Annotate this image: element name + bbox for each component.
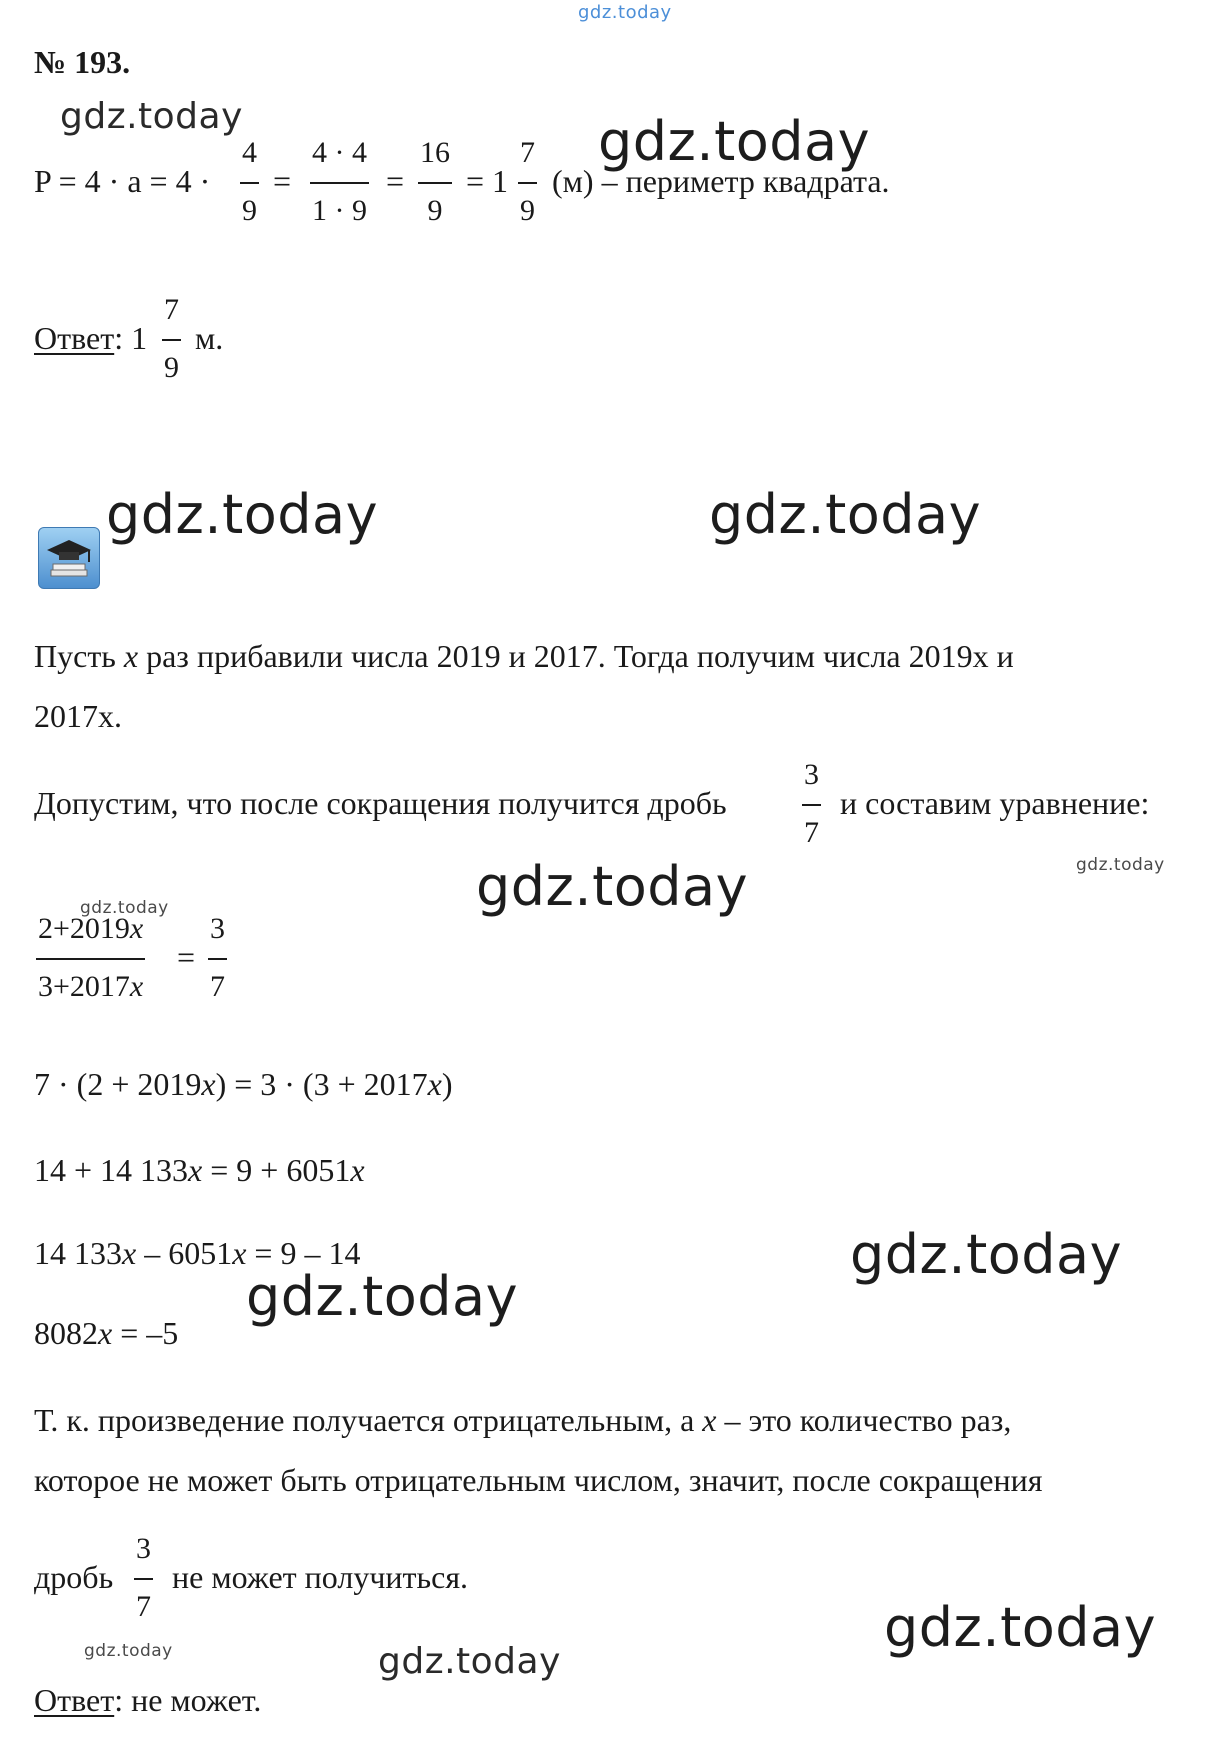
fraction-numerator: 7 bbox=[520, 136, 535, 169]
fraction bbox=[518, 136, 537, 228]
fraction-bar bbox=[310, 182, 369, 184]
watermark-small: gdz.today bbox=[80, 898, 169, 918]
fraction-denominator: 7 bbox=[210, 970, 225, 1003]
watermark-top: gdz.today bbox=[578, 2, 672, 23]
conclusion-line: которое не может быть отрицательным числом, значит, после сокращения bbox=[34, 1462, 1043, 1498]
fraction-denominator: 7 bbox=[136, 1590, 151, 1623]
equation-step: 14 + 14 133x = 9 + 6051x bbox=[34, 1152, 365, 1188]
fraction-numerator: 16 bbox=[420, 136, 450, 169]
conclusion-line: не может получиться. bbox=[172, 1559, 469, 1595]
fraction-bar bbox=[418, 182, 452, 184]
equation-step: 14 133x – 6051x = 9 – 14 bbox=[34, 1235, 361, 1271]
fraction-denominator: 3+2017x bbox=[38, 970, 144, 1003]
fraction bbox=[418, 136, 452, 228]
graduation-cap-icon bbox=[38, 527, 100, 589]
equals-mixed: = 1 bbox=[466, 163, 509, 199]
watermark: gdz.today bbox=[106, 483, 379, 546]
fraction-bar bbox=[802, 804, 821, 806]
equals-sign: = bbox=[386, 163, 405, 199]
fraction-bar bbox=[162, 339, 181, 341]
watermark-small: gdz.today bbox=[84, 1641, 173, 1661]
fraction-denominator: 9 bbox=[242, 194, 257, 227]
fraction-denominator: 9 bbox=[520, 194, 535, 227]
answer-unit: м. bbox=[195, 320, 224, 356]
fraction-numerator: 4 bbox=[242, 136, 257, 169]
paragraph-line: Допустим, что после сокращения получится дробь bbox=[34, 785, 727, 821]
formula-suffix: (м) – периметр квадрата. bbox=[552, 163, 890, 199]
equation-left-fraction bbox=[36, 912, 145, 1004]
fraction-bar bbox=[36, 958, 145, 960]
paragraph-line bbox=[34, 638, 1014, 674]
fraction bbox=[134, 1532, 153, 1624]
problem-number: № 193. bbox=[34, 44, 131, 80]
text: Пусть bbox=[34, 638, 124, 674]
fraction bbox=[802, 758, 821, 850]
fraction-numerator: 2+2019x bbox=[38, 912, 144, 945]
paragraph-line: 2017x. bbox=[34, 698, 122, 734]
fraction-bar bbox=[240, 182, 259, 184]
fraction-bar bbox=[208, 958, 227, 960]
fraction-denominator: 1 · 9 bbox=[312, 194, 367, 227]
fraction-numerator: 3 bbox=[210, 912, 225, 945]
fraction-numerator: 3 bbox=[136, 1532, 151, 1565]
fraction-denominator: 9 bbox=[164, 351, 179, 384]
watermark: gdz.today bbox=[709, 483, 982, 546]
answer-2 bbox=[34, 1682, 261, 1718]
watermark: gdz.today bbox=[598, 110, 871, 173]
formula-start: P = 4 · a = 4 · bbox=[34, 163, 211, 199]
watermark: gdz.today bbox=[246, 1265, 519, 1328]
watermark: gdz.today bbox=[884, 1596, 1157, 1659]
fraction bbox=[240, 136, 259, 228]
variable-x: x bbox=[123, 638, 139, 674]
fraction-bar bbox=[518, 182, 537, 184]
text: раз прибавили числа 2019 и 2017. Тогда получим числа 2019x и bbox=[138, 638, 1014, 674]
answer-label: Ответ bbox=[34, 320, 115, 356]
paragraph-line: и составим уравнение: bbox=[840, 785, 1150, 821]
answer-1 bbox=[34, 320, 147, 356]
answer-value: : не может. bbox=[114, 1682, 262, 1718]
fraction-denominator: 7 bbox=[804, 816, 819, 849]
watermark: gdz.today bbox=[476, 855, 749, 918]
watermark-small: gdz.today bbox=[1076, 855, 1165, 875]
watermark: gdz.today bbox=[378, 1641, 561, 1682]
fraction-bar bbox=[134, 1578, 153, 1580]
equation-step: 7 · (2 + 2019x) = 3 · (3 + 2017x) bbox=[34, 1066, 453, 1102]
fraction-numerator: 7 bbox=[164, 293, 179, 326]
watermark: gdz.today bbox=[60, 96, 243, 137]
fraction-denominator: 9 bbox=[427, 194, 443, 227]
answer-label: Ответ bbox=[34, 1682, 115, 1718]
conclusion-line: дробь bbox=[34, 1559, 114, 1595]
equals-sign: = bbox=[177, 939, 196, 975]
fraction bbox=[310, 136, 369, 228]
answer-value: : 1 bbox=[114, 320, 148, 356]
equals-sign: = bbox=[273, 163, 292, 199]
fraction-numerator: 4 · 4 bbox=[312, 136, 367, 169]
equation-right-fraction bbox=[208, 912, 227, 1004]
watermark: gdz.today bbox=[850, 1223, 1123, 1286]
conclusion-line: Т. к. произведение получается отрицательным, а x – это количество раз, bbox=[34, 1402, 1012, 1438]
equation-step: 8082x = –5 bbox=[34, 1315, 179, 1351]
fraction-numerator: 3 bbox=[804, 758, 819, 791]
fraction bbox=[162, 293, 181, 385]
